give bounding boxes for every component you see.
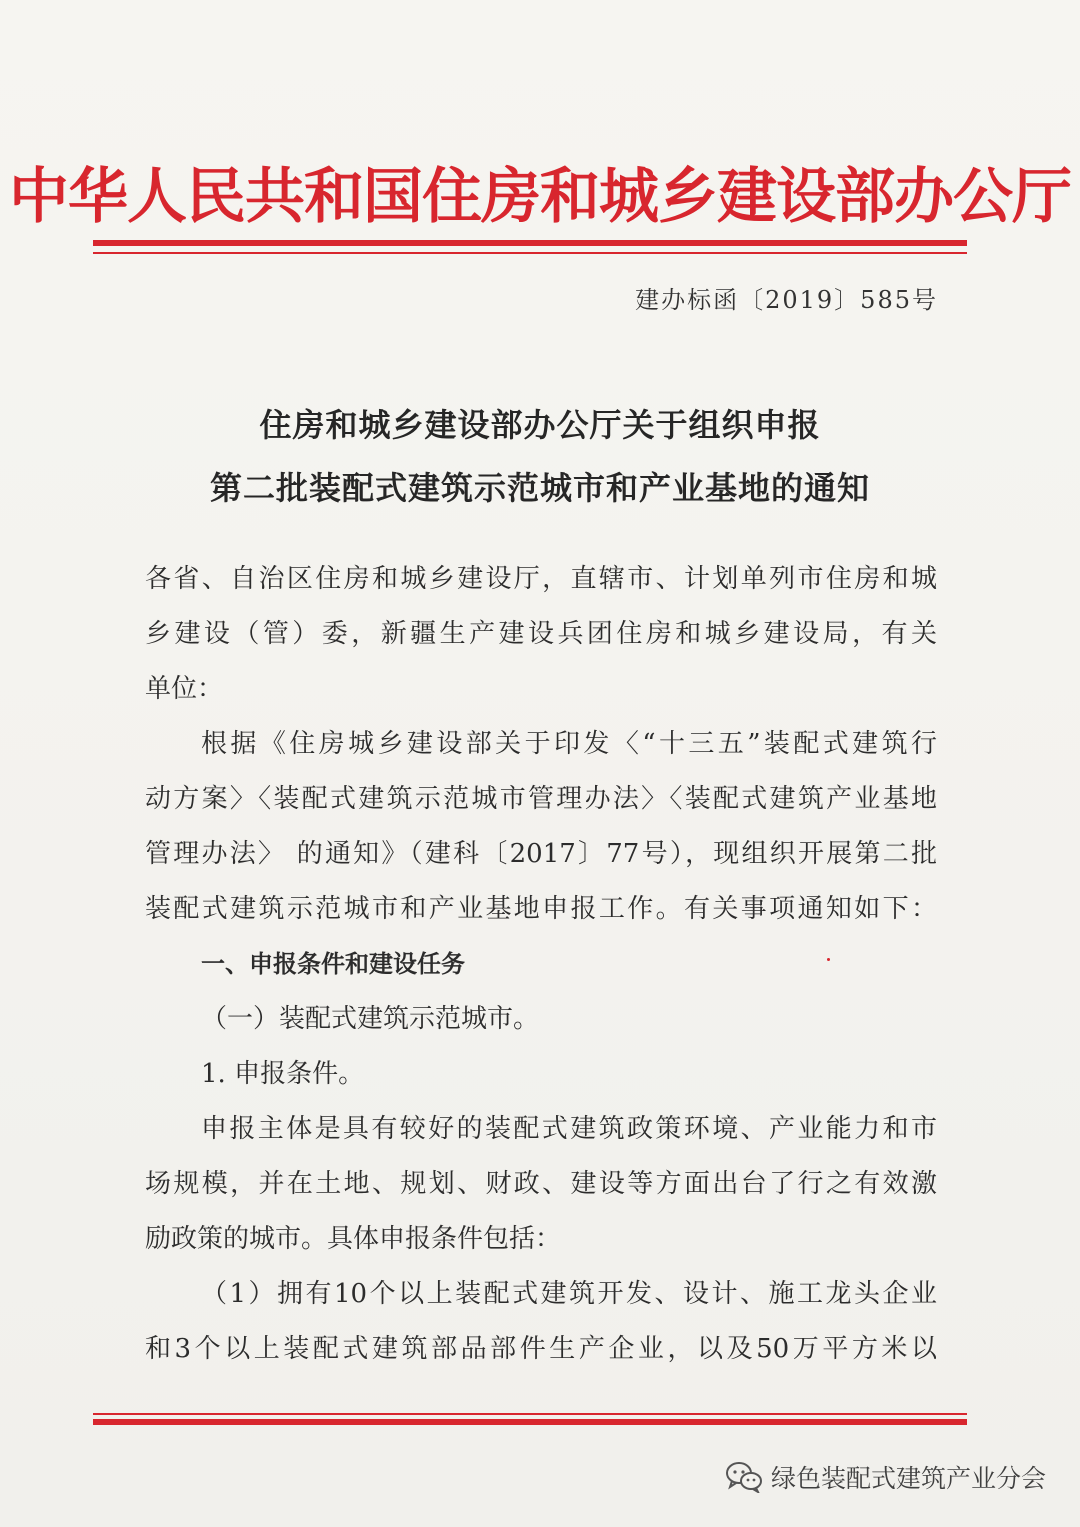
condition-line: （1）拥有10个以上装配式建筑开发、设计、施工龙头企业 (201, 1279, 937, 1309)
document-number: 建办标函〔2019〕585号 (635, 286, 938, 314)
conditions-line: 场规模，并在土地、规划、财政、建设等方面出台了行之有效激 (145, 1169, 937, 1199)
condition-1-paragraph (145, 1267, 937, 1377)
intro-line: 装配式建筑示范城市和产业基地申报工作。有关事项通知如下： (145, 894, 937, 924)
section-heading: 一、申报条件和建设任务 (201, 950, 465, 978)
addressee-line: 单位： (145, 674, 224, 704)
document-title-line-1: 住房和城乡建设部办公厅关于组织申报 (259, 406, 821, 444)
conditions-line: 励政策的城市。具体申报条件包括： (145, 1224, 562, 1254)
item-heading: 1. 申报条件。 (201, 1059, 365, 1089)
intro-line: 根据《住房城乡建设部关于印发〈“十三五”装配式建筑行 (201, 729, 937, 759)
ink-speck (827, 958, 830, 961)
watermark-text: 绿色装配式建筑产业分会 (770, 1464, 1046, 1493)
watermark (725, 1455, 1046, 1499)
intro-paragraph (145, 717, 937, 937)
header-red-rule-thick (93, 240, 967, 246)
wechat-icon (725, 1461, 763, 1493)
condition-line: 和3个以上装配式建筑部品部件生产企业，以及50万平方米以 (145, 1334, 937, 1364)
addressee-paragraph (145, 552, 937, 717)
subsection-heading: （一）装配式建筑示范城市。 (201, 1004, 540, 1034)
organization-header: 中华人民共和国住房和城乡建设部办公厅 (9, 162, 1071, 232)
footer-red-rule-thick (93, 1419, 967, 1425)
footer-red-rule-thin (93, 1413, 967, 1415)
addressee-line: 各省、自治区住房和城乡建设厅，直辖市、计划单列市住房和城 (145, 564, 937, 594)
document-title-line-2: 第二批装配式建筑示范城市和产业基地的通知 (209, 469, 870, 507)
conditions-line: 申报主体是具有较好的装配式建筑政策环境、产业能力和市 (201, 1114, 937, 1144)
conditions-paragraph (145, 1102, 937, 1267)
addressee-line: 乡建设（管）委，新疆生产建设兵团住房和城乡建设局，有关 (145, 619, 937, 649)
intro-line: 动方案〉〈装配式建筑示范城市管理办法〉〈装配式建筑产业基地 (145, 784, 937, 814)
intro-line: 管理办法〉 的通知》（建科〔2017〕77号），现组织开展第二批 (145, 839, 937, 869)
header-red-rule-thin (93, 252, 967, 254)
